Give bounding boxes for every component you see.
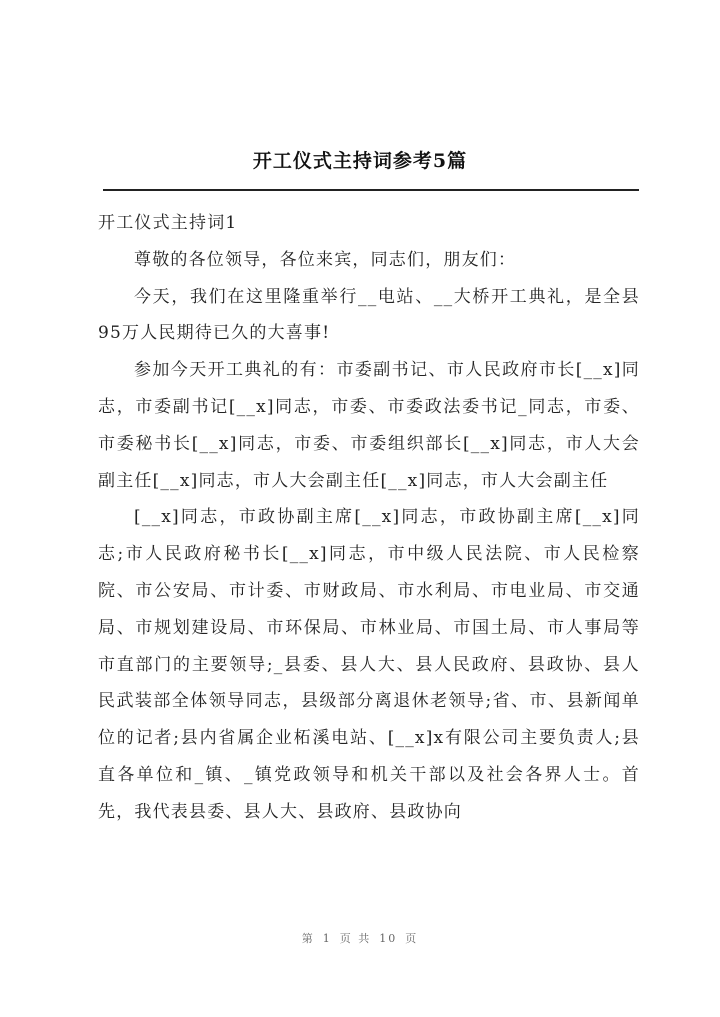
- footer-page-mid: 页 共: [339, 932, 372, 945]
- paragraph-greeting: 尊敬的各位领导，各位来宾，同志们，朋友们：: [134, 249, 517, 270]
- section-heading: 开工仪式主持词1: [98, 213, 238, 233]
- document-title: 开工仪式主持词参考5篇: [252, 150, 468, 172]
- footer-page-total: 10: [379, 932, 398, 945]
- paragraph-opening: 今天，我们在这里隆重举行__电站、__大桥开工典礼，是全县95万人民期待已久的大喜事!: [98, 286, 640, 344]
- page-footer: [0, 930, 720, 946]
- footer-page-current: 1: [322, 932, 332, 945]
- paragraph-attendees-continued: [__x]同志，市政协副主席[__x]同志，市政协副主席[__x]同志;市人民政府秘书长[__x]同志，市中级人民法院、市人民检察院、市公安局、市计委、市财政局、市水利局、市电业局、市交通局、市规划建设局、市环保局、市林业局、市国土局、市人事局等市直部门的主要领导;_县委、县人大、县人民政府、县政协、县人民武装部全体领导同志，县级部分离退休老领导;省、市、县新闻单位的记者;县内省属企业柘溪电站、[__x]x有限公司主要负责人;县直各单位和_镇、_镇党政领导和机关干部以及社会各界人士。首先，我代表县委、县人大、县政府、县政协向: [98, 507, 640, 822]
- document-body: [98, 205, 640, 831]
- paragraph-attendees: 参加今天开工典礼的有：市委副书记、市人民政府市长[__x]同志，市委副书记[__x]同志，市委、市委政法委书记_同志，市委、市委秘书长[__x]同志，市委、市委组织部长[__x]同志，市人大会副主任[__x]同志，市人大会副主任[__x]同志，市人大会副主任: [98, 360, 640, 491]
- footer-page-suffix: 页: [405, 932, 419, 945]
- footer-page-prefix: 第: [301, 932, 315, 945]
- title-divider: [103, 189, 639, 191]
